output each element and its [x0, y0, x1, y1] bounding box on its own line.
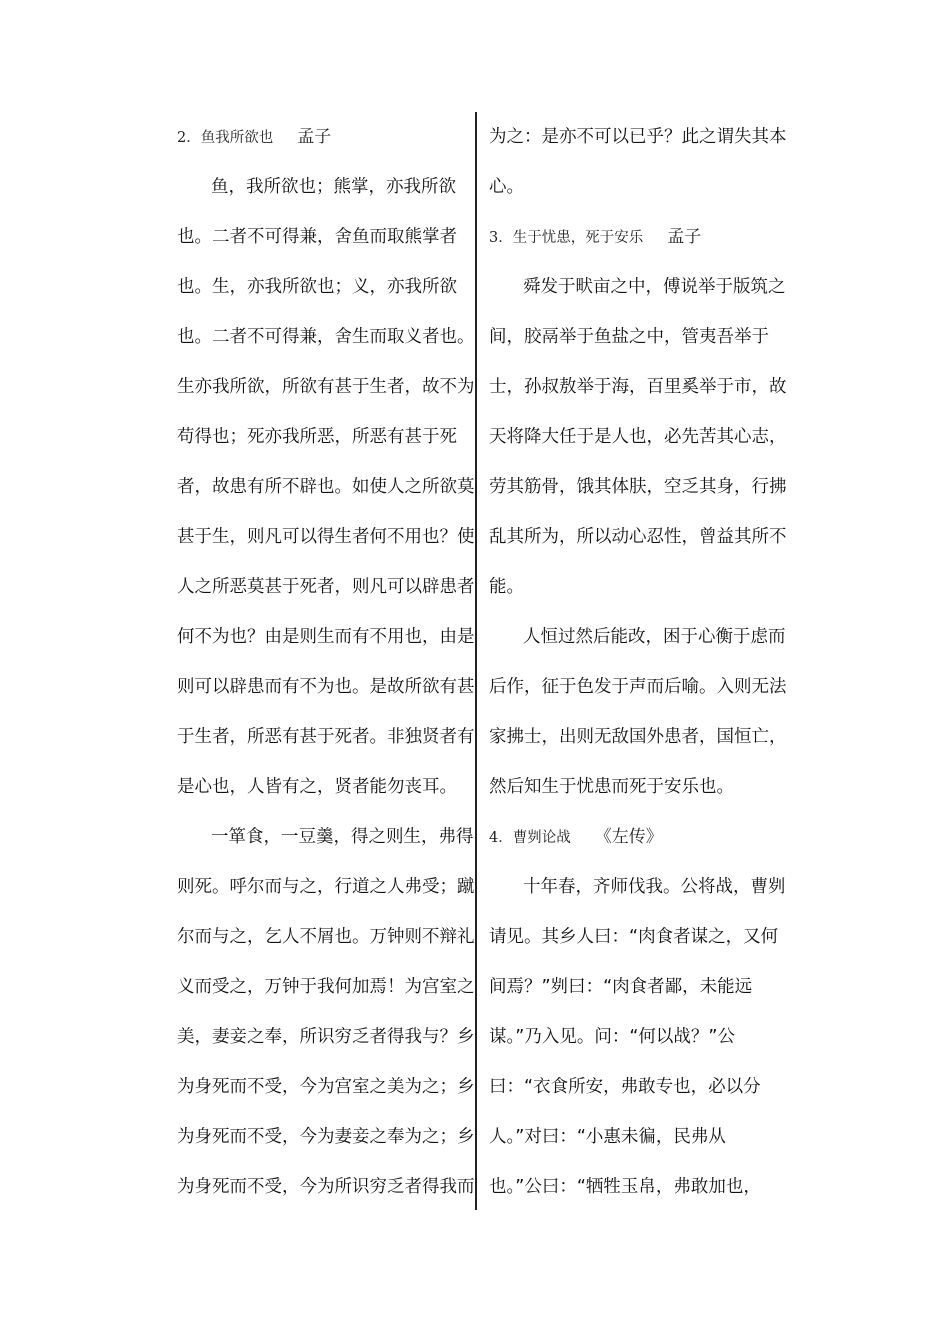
- section-heading-3: [489, 212, 779, 262]
- text-line: 也。二者不可得兼，舍生而取义者也。: [177, 327, 475, 347]
- text-line: 美，妻妾之奉，所识穷乏者得我与？乡: [177, 1027, 475, 1047]
- text-line: 能。: [489, 577, 524, 597]
- text-line: 人恒过然后能改，困于心衡于虑而: [523, 627, 786, 647]
- text-line: 则可以辟患而有不为也。是故所欲有甚: [177, 677, 475, 697]
- column-divider: [475, 112, 477, 1210]
- text-line: 后作，征于色发于声而后喻。入则无法: [489, 677, 787, 697]
- text-line: 家拂士，出则无敌国外患者，国恒亡，: [489, 727, 787, 747]
- text-line: 甚于生，则凡可以得生者何不用也？使: [177, 527, 475, 547]
- text-line: 间，胶鬲举于鱼盐之中，管夷吾举于: [489, 327, 769, 347]
- section-author: 《左传》: [594, 827, 663, 847]
- text-line: 为身死而不受，今为妻妾之奉为之；乡: [177, 1127, 475, 1147]
- text-line: 为身死而不受，今为宫室之美为之；乡: [177, 1077, 475, 1097]
- text-line: 为身死而不受，今为所识穷乏者得我而: [177, 1177, 475, 1197]
- text-line: 则死。呼尔而与之，行道之人弗受；蹴: [177, 877, 475, 897]
- section-author: 孟子: [667, 227, 702, 247]
- text-line: 十年春，齐师伐我。公将战，曹刿: [523, 877, 786, 897]
- text-line: 谋。”乃入见。问：“何以战？”公: [489, 1027, 735, 1047]
- text-line: 心。: [489, 177, 524, 197]
- section-heading-2: [177, 112, 467, 162]
- text-line: 也。”公曰：“牺牲玉帛，弗敢加也，: [489, 1177, 761, 1197]
- text-line: 劳其筋骨，饿其体肤，空乏其身，行拂: [489, 477, 787, 497]
- right-column: [489, 112, 787, 1212]
- text-line: 也。二者不可得兼，舍鱼而取熊掌者: [177, 227, 457, 247]
- text-line: 苟得也；死亦我所恶，所恶有甚于死: [177, 427, 457, 447]
- text-line: 人之所恶莫甚于死者，则凡可以辟患者: [177, 577, 475, 597]
- left-column: [177, 112, 475, 1212]
- text-line: 生亦我所欲，所欲有甚于生者，故不为: [177, 377, 475, 397]
- text-line: 义而受之，万钟于我何加焉！为宫室之: [177, 977, 475, 997]
- section-title: 2．鱼我所欲也: [177, 130, 274, 146]
- text-line: 曰：“衣食所安，弗敢专也，必以分: [489, 1077, 761, 1097]
- text-line: 一箪食，一豆羹，得之则生，弗得: [211, 827, 474, 847]
- text-line: 天将降大任于是人也，必先苦其心志，: [489, 427, 787, 447]
- text-line: 请见。其乡人曰：“肉食者谋之，又何: [489, 927, 779, 947]
- text-line: 于生者，所恶有甚于死者。非独贤者有: [177, 727, 475, 747]
- text-line: 乱其所为，所以动心忍性，曾益其所不: [489, 527, 787, 547]
- section-title: 3．生于忧患，死于安乐: [489, 230, 644, 246]
- text-line: 者，故患有所不辟也。如使人之所欲莫: [177, 477, 475, 497]
- text-line: 舜发于畎亩之中，傅说举于版筑之: [523, 277, 786, 297]
- text-line: 是心也，人皆有之，贤者能勿丧耳。: [177, 777, 457, 797]
- section-author: 孟子: [297, 127, 332, 147]
- text-line: 也。生，亦我所欲也；义，亦我所欲: [177, 277, 457, 297]
- text-line: 人。”对曰：“小惠未徧，民弗从: [489, 1127, 726, 1147]
- text-line: 为之：是亦不可以已乎？此之谓失其本: [489, 127, 787, 147]
- text-line: 尔而与之，乞人不屑也。万钟则不辩礼: [177, 927, 475, 947]
- section-heading-4: [489, 812, 779, 862]
- section-title: 4．曹刿论战: [489, 830, 571, 846]
- text-line: 士，孙叔敖举于海，百里奚举于市，故: [489, 377, 787, 397]
- text-line: 然后知生于忧患而死于安乐也。: [489, 777, 734, 797]
- text-line: 何不为也？由是则生而有不用也，由是: [177, 627, 475, 647]
- text-line: 鱼，我所欲也；熊掌，亦我所欲: [211, 177, 456, 197]
- text-line: 间焉？”刿曰：“肉食者鄙，未能远: [489, 977, 753, 997]
